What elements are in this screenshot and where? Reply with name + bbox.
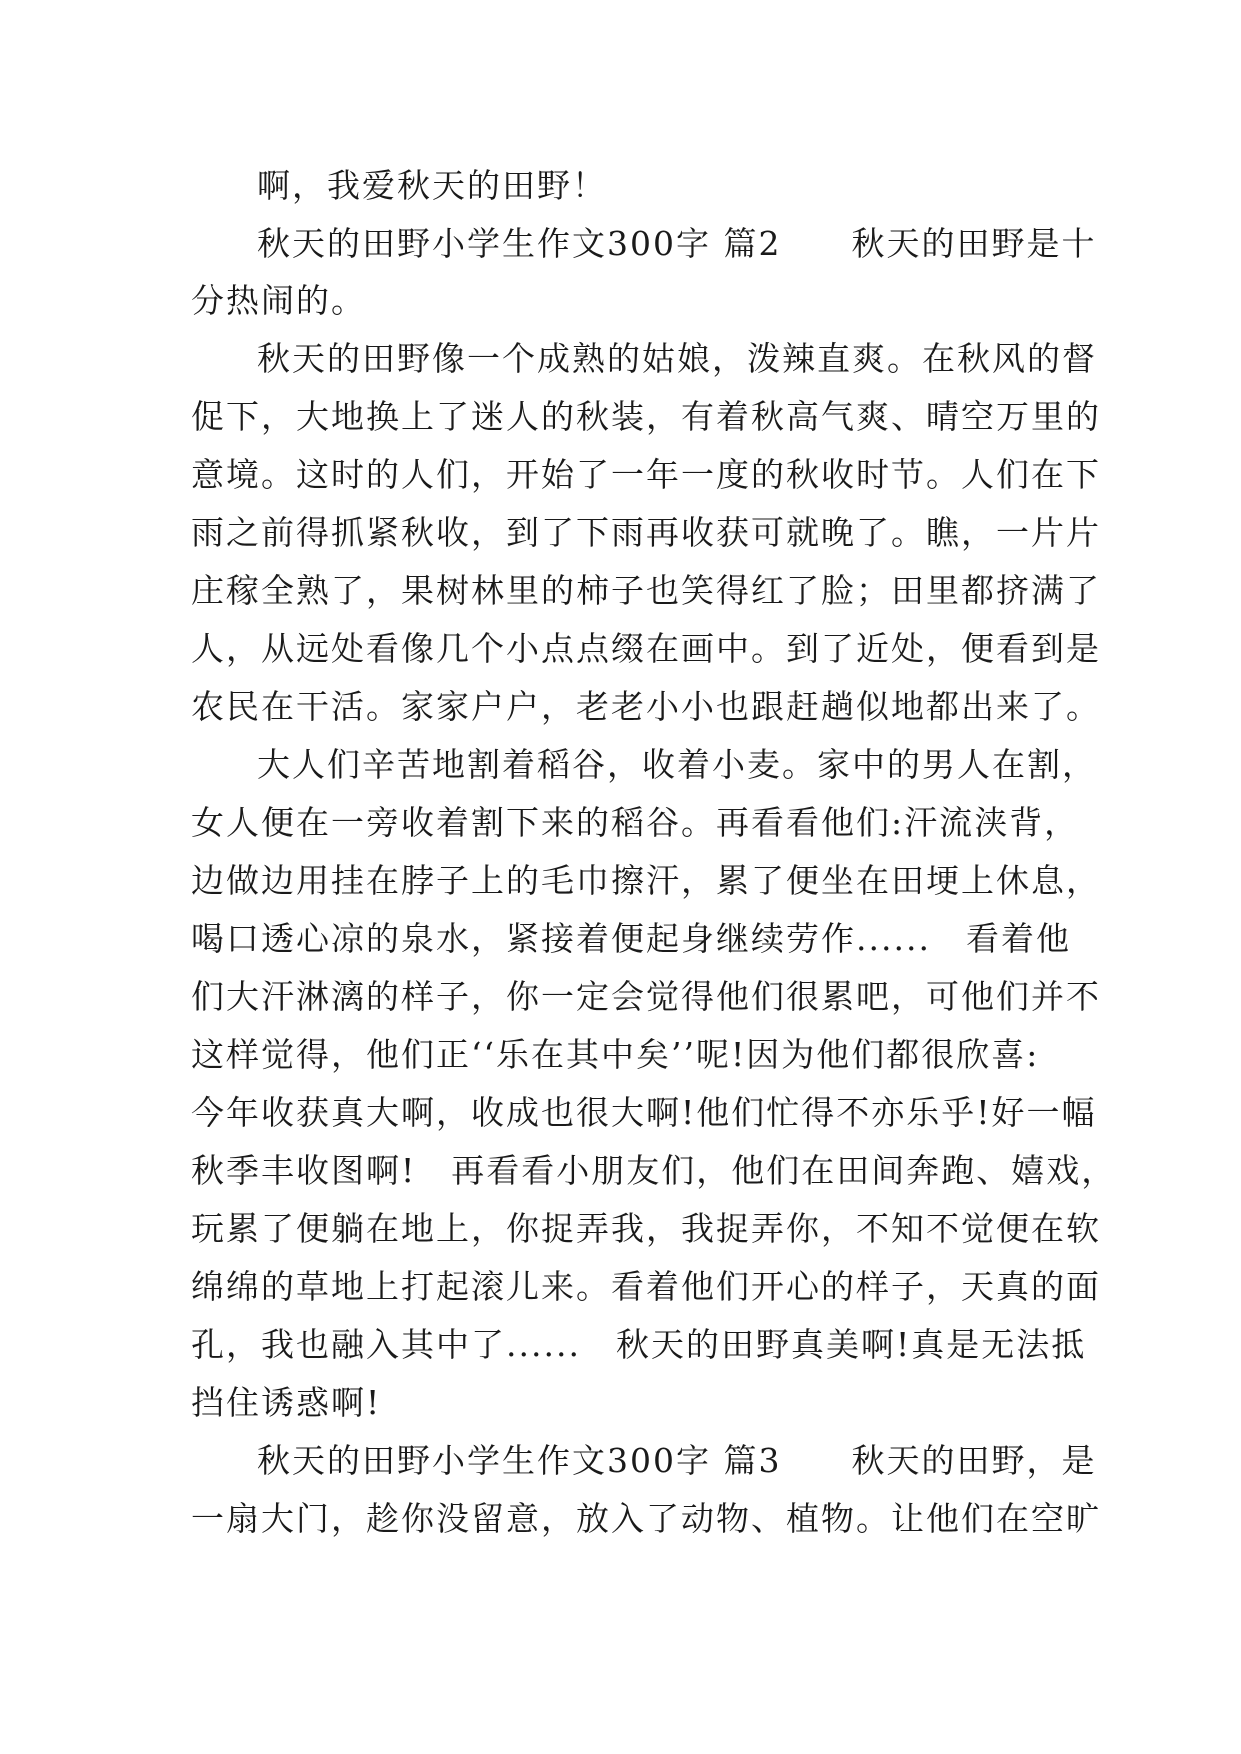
paragraph-line: 大人们辛苦地割着稻谷，收着小麦。家中的男人在割， bbox=[257, 745, 1097, 784]
essay-heading-line: 秋天的田野小学生作文300字 篇3 秋天的田野，是 bbox=[257, 1441, 1097, 1480]
paragraph-line: 今年收获真大啊，收成也很大啊!他们忙得不亦乐乎!好一幅 bbox=[191, 1093, 1097, 1132]
paragraph-line: 挡住诱惑啊! bbox=[191, 1383, 382, 1422]
paragraph-line: 秋季丰收图啊! 再看看小朋友们，他们在田间奔跑、嬉戏， bbox=[191, 1151, 1117, 1190]
paragraph-line: 雨之前得抓紧秋收，到了下雨再收获可就晚了。瞧，一片片 bbox=[191, 513, 1101, 552]
paragraph-line: 们大汗淋漓的样子，你一定会觉得他们很累吧，可他们并不 bbox=[191, 977, 1101, 1016]
paragraph-line: 孔，我也融入其中了...... 秋天的田野真美啊!真是无法抵 bbox=[191, 1325, 1087, 1364]
paragraph-line: 秋天的田野像一个成熟的姑娘，泼辣直爽。在秋风的督 bbox=[257, 339, 1097, 378]
paragraph-line: 农民在干活。家家户户，老老小小也跟赶趟似地都出来了。 bbox=[191, 687, 1101, 726]
paragraph-line: 玩累了便躺在地上，你捉弄我，我捉弄你，不知不觉便在软 bbox=[191, 1209, 1101, 1248]
paragraph-line: 意境。这时的人们，开始了一年一度的秋收时节。人们在下 bbox=[191, 455, 1101, 494]
paragraph-line: 喝口透心凉的泉水，紧接着便起身继续劳作...... 看着他 bbox=[191, 919, 1071, 958]
paragraph-line: 人，从远处看像几个小点点缀在画中。到了近处，便看到是 bbox=[191, 629, 1101, 668]
paragraph-line: 一扇大门，趁你没留意，放入了动物、植物。让他们在空旷 bbox=[191, 1499, 1101, 1538]
paragraph-line: 边做边用挂在脖子上的毛巾擦汗，累了便坐在田埂上休息， bbox=[191, 861, 1101, 900]
paragraph-line: 绵绵的草地上打起滚儿来。看着他们开心的样子，天真的面 bbox=[191, 1267, 1101, 1306]
paragraph-line: 女人便在一旁收着割下来的稻谷。再看看他们:汗流浃背， bbox=[191, 803, 1080, 842]
paragraph-line: 分热闹的。 bbox=[191, 281, 366, 320]
paragraph-line: 这样觉得，他们正‘‘乐在其中矣’’呢!因为他们都很欣喜: bbox=[191, 1035, 1040, 1074]
paragraph-line: 啊，我爱秋天的田野！ bbox=[257, 166, 607, 205]
paragraph-line: 庄稼全熟了，果树林里的柿子也笑得红了脸；田里都挤满了 bbox=[191, 571, 1101, 610]
essay-heading-line: 秋天的田野小学生作文300字 篇2 秋天的田野是十 bbox=[257, 224, 1097, 263]
paragraph-line: 促下，大地换上了迷人的秋装，有着秋高气爽、晴空万里的 bbox=[191, 397, 1101, 436]
